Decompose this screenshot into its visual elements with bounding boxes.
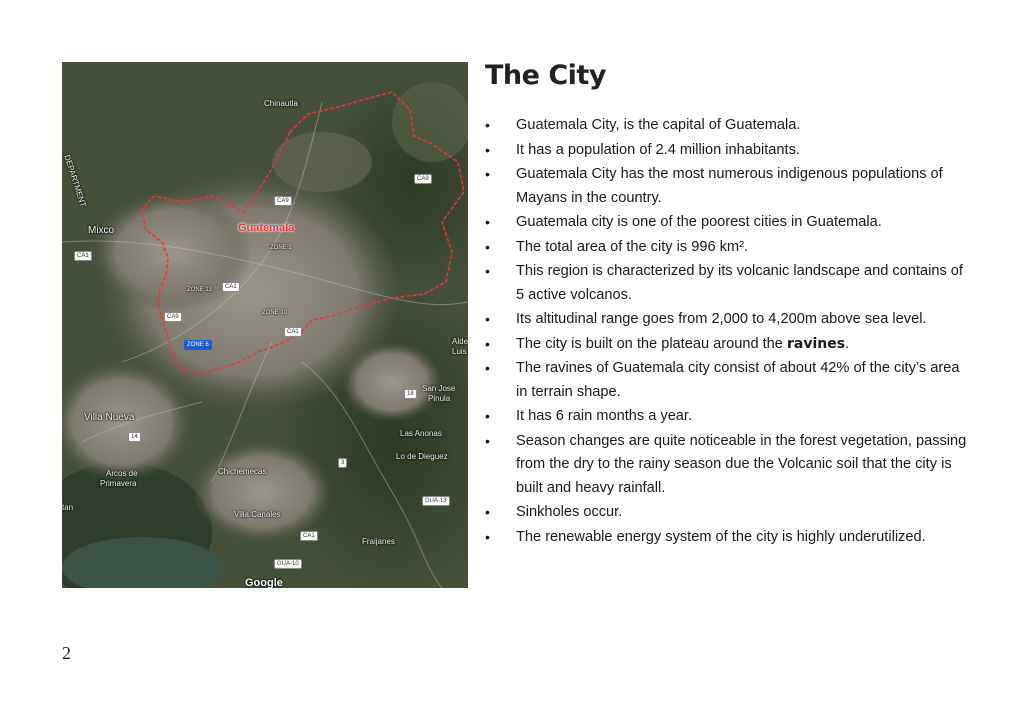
page-number: 2 — [62, 643, 71, 663]
road-shield-3: 3 — [338, 458, 347, 468]
satellite-map[interactable] — [62, 62, 468, 588]
map-label-guatemala: Guatemala — [238, 222, 295, 234]
list-item: • Guatemala city is one of the poorest cities in Guatemala. — [485, 211, 970, 235]
list-item: • It has a population of 2.4 million inhabitants. — [485, 139, 970, 163]
list-item: • Guatemala City, is the capital of Guatemala. — [485, 114, 970, 138]
road-shield-ca9-west: CA9 — [164, 312, 182, 322]
map-label-zone13: ZONE 13 — [187, 287, 213, 293]
list-item-text-end: . — [845, 335, 850, 352]
map-label-fraijanes: Fraijanes — [362, 537, 395, 546]
map-label-zone6: ZONE 6 — [184, 340, 212, 350]
list-item: • This region is characterized by its volcanic landscape and contains of 5 active volcanos. — [485, 260, 970, 307]
map-label-chichemecas: Chichemecas — [218, 467, 267, 476]
map-label-department: DEPARTMENT — [62, 153, 88, 209]
road-shield-ca1-east: CA1 — [284, 327, 302, 337]
map-label-villa-canales: Villa Canales — [234, 510, 281, 519]
list-item — [485, 333, 970, 357]
list-item: • The renewable energy system of the city is highly underutilized. — [485, 526, 970, 550]
map-label-luis: Luis — [452, 347, 467, 356]
list-item-text: The city is built on the plateau around the — [516, 335, 787, 352]
road-shield-ca1-west: CA1 — [74, 251, 92, 261]
map-label-mixco: Mixco — [88, 225, 115, 236]
page-title: The City — [485, 60, 606, 91]
map-label-chinautla: Chinautla — [264, 99, 298, 108]
road-shield-gua10: GUA-10 — [274, 559, 302, 569]
road-shield-ca1: CA1 — [222, 282, 240, 292]
list-item: • Sinkholes occur. — [485, 501, 970, 525]
list-item: • The total area of the city is 996 km². — [485, 236, 970, 260]
map-label-villa-nueva: Villa Nueva — [84, 412, 135, 423]
ravines-emphasis: ravines — [786, 335, 846, 352]
map-label-pinula: Pinula — [428, 394, 451, 403]
map-label-arcos: Arcos de — [106, 469, 138, 478]
facts-list — [485, 114, 970, 550]
map-label-lo-de-dieguez: Lo de Dieguez — [396, 452, 448, 461]
road-shield-ca9-east: CA9 — [414, 174, 432, 184]
list-item: • Its altitudinal range goes from 2,000 to 4,200m above sea level. — [485, 308, 970, 332]
map-label-zone1: ZONE 1 — [270, 245, 292, 251]
list-item: • It has 6 rain months a year. — [485, 405, 970, 429]
road-shield-14: 14 — [128, 432, 141, 442]
map-label-tan: tan — [62, 503, 74, 512]
google-logo: Google — [245, 577, 283, 588]
road-shield-18: 18 — [404, 389, 417, 399]
road-shield-gua13: GUA-13 — [422, 496, 450, 506]
map-label-primavera: Primavera — [100, 479, 137, 488]
list-item: • Season changes are quite noticeable in the forest vegetation, passing from the dry to the rainy season due the Volcanic soil that the city is built and heavy rainfall. — [485, 430, 970, 501]
map-label-zone10: ZONE 10 — [262, 310, 288, 316]
map-label-las-anonas: Las Anonas — [400, 429, 442, 438]
map-label-san-jose: San Jose — [422, 384, 456, 393]
road-shield-ca1-south: CA1 — [300, 531, 318, 541]
road-shield-ca9: CA9 — [274, 196, 292, 206]
list-item: • The ravines of Guatemala city consist of about 42% of the city’s area in terrain shape. — [485, 357, 970, 404]
map-label-alde: Alde — [452, 337, 468, 346]
list-item: • Guatemala City has the most numerous indigenous populations of Mayans in the country. — [485, 163, 970, 210]
